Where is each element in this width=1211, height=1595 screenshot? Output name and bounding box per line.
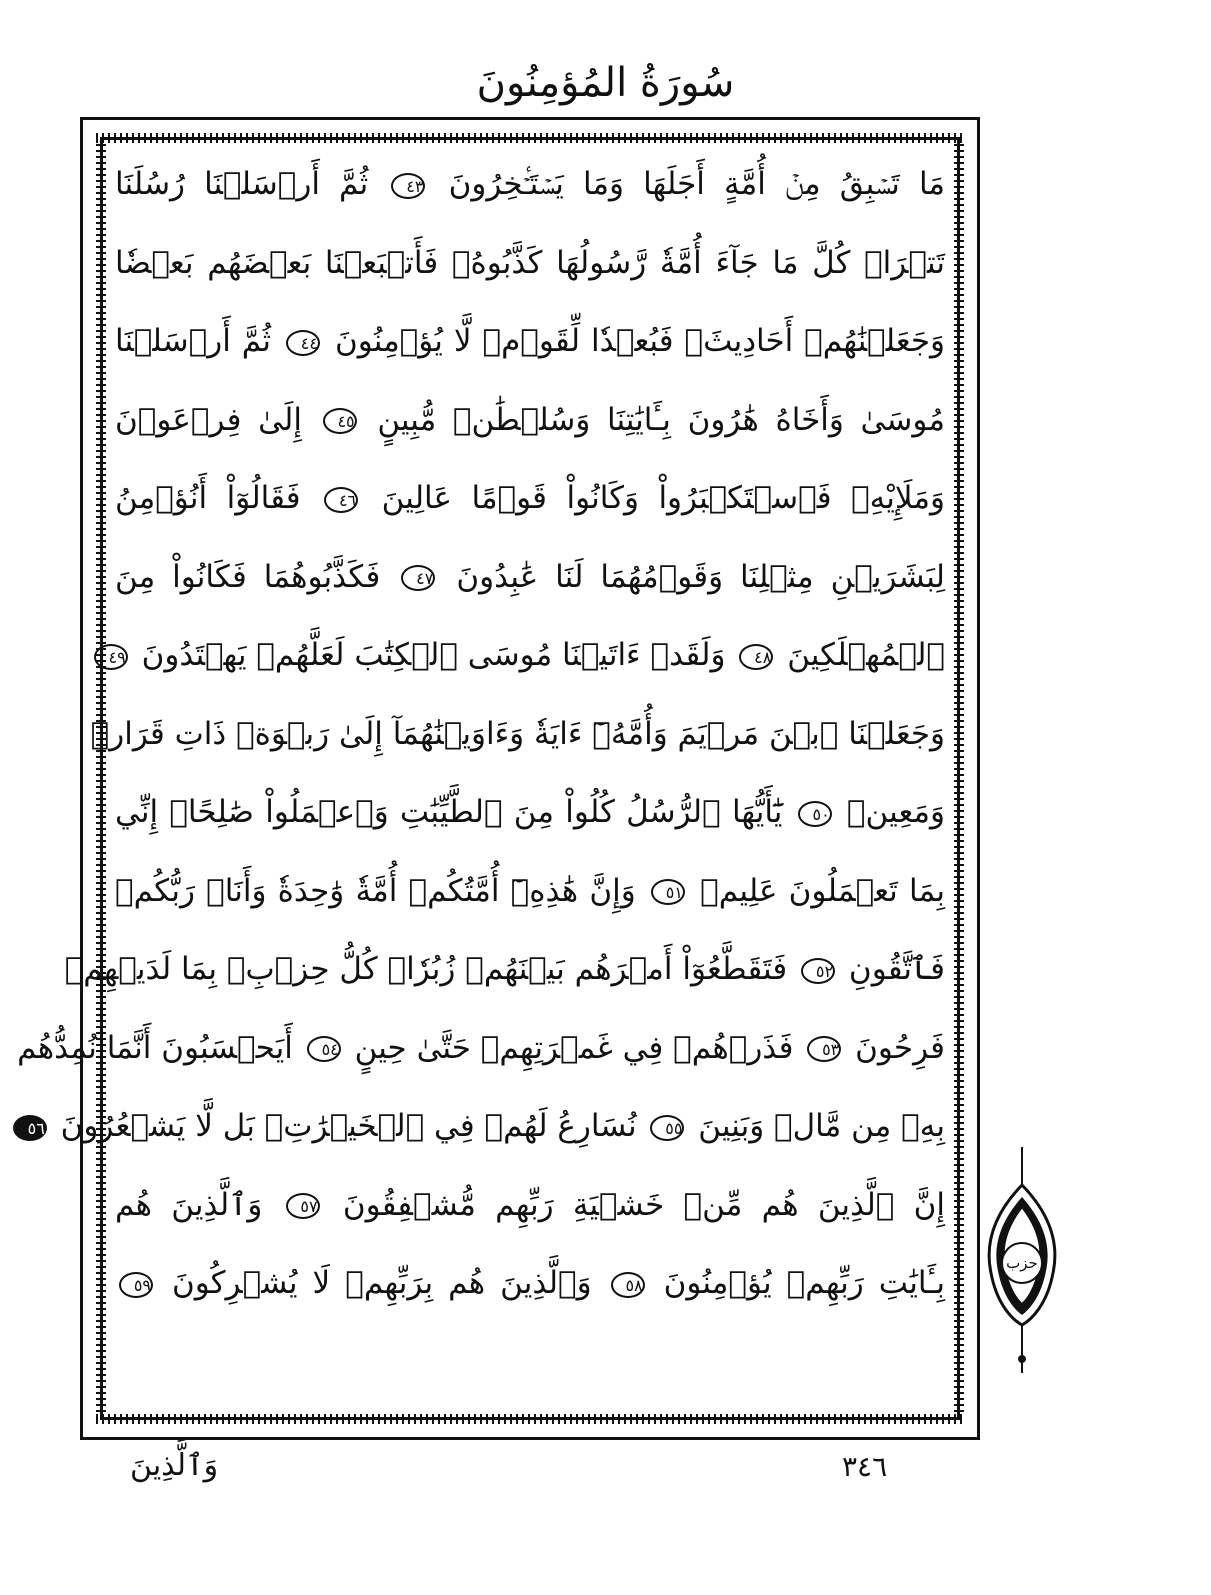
surah-title: سُورَةُ المُؤمِنُونَ [476, 60, 735, 106]
text-line-7 [108, 616, 945, 695]
text-line-11 [64, 930, 945, 1009]
ayah-number-marker: ٥٥ [650, 1115, 684, 1141]
text-line-4 [115, 381, 945, 460]
text-line-15 [115, 1244, 945, 1323]
verse-text: بِـَٔايَٰتِ رَبِّهِمۡ يُؤۡمِنُونَ [663, 1265, 945, 1301]
text-line-9 [115, 773, 945, 852]
verse-text: بِهِۦ مِن مَّالٖ وَبَنِينَ [698, 1108, 945, 1144]
ayah-number-marker: ٥٨ [611, 1272, 645, 1298]
ayah-number-marker: ٤٨ [739, 644, 773, 670]
verse-text: وَمَعِينٖ [846, 794, 945, 830]
verse-text: نُسَارِعُ لَهُمۡ فِي ٱلۡخَيۡرَٰتِۚ بَل لَّا يَشۡعُرُونَ [60, 1108, 637, 1144]
verse-text: فَٱتَّقُونِ [848, 951, 945, 987]
ayah-number-marker: ٤٧ [401, 565, 435, 591]
verse-text: وَمَلَإِيْهِۦ فَٱسۡتَكۡبَرُواْ وَكَانُواْ قَوۡمًا عَالِينَ [381, 480, 945, 516]
text-line-2 [115, 224, 945, 303]
verse-text: وَٱلَّذِينَ هُم بِرَبِّهِمۡ لَا يُشۡرِكُونَ [172, 1265, 592, 1301]
quran-text-block [17, 145, 946, 1395]
verse-text: يَٰٓأَيُّهَا ٱلرُّسُلُ كُلُواْ مِنَ ٱلطَّيِّبَٰتِ وَٱعۡمَلُواْ صَٰلِحًاۖ إِنِّي [115, 794, 783, 830]
ayah-number-marker-highlighted: ٥٦ [13, 1115, 47, 1141]
verse-text: فَذَرۡهُمۡ فِي غَمۡرَتِهِمۡ حَتَّىٰ حِينٍ [354, 1029, 794, 1066]
text-line-13 [27, 1087, 945, 1166]
verse-text: وَلَقَدۡ ءَاتَيۡنَا مُوسَى ٱلۡكِتَٰبَ لَعَلَّهُمۡ يَهۡتَدُونَ [141, 637, 726, 673]
ayah-number-marker: ٥٠ [798, 801, 832, 827]
verse-text: مَا تَسۡبِقُ مِنۡ أُمَّةٍ أَجَلَهَا وَمَا يَسۡتَـٔۡخِرُونَ [448, 166, 946, 202]
text-line-6 [115, 538, 945, 617]
verse-text: فَقَالُوٓاْ أَنُؤۡمِنُ [115, 480, 301, 516]
verse-text: فَتَقَطَّعُوٓاْ أَمۡرَهُم بَيۡنَهُمۡ زُبُرٗاۖ كُلُّ حِزۡبِۭ بِمَا لَدَيۡهِمۡ [64, 951, 788, 987]
ayah-number-marker: ٤٤ [286, 330, 320, 356]
text-line-12 [17, 1009, 945, 1088]
verse-text: تَتۡرَاۖ كُلَّ مَا جَآءَ أُمَّةٗ رَّسُولُهَا كَذَّبُوهُۖ فَأَتۡبَعۡنَا بَعۡضَهُم بَعۡضٗا [115, 244, 945, 281]
ayah-number-marker: ٤٦ [324, 487, 358, 513]
ayah-number-marker: ٥٣ [807, 1036, 841, 1062]
ayah-number-marker: ٥٩ [119, 1272, 153, 1298]
ayah-number-marker: ٥٤ [307, 1036, 341, 1062]
verse-text: وَٱلَّذِينَ هُم [115, 1186, 263, 1223]
verse-text: إِلَىٰ فِرۡعَوۡنَ [115, 401, 302, 438]
ayah-number-marker: ٤٥ [323, 408, 357, 434]
ayah-number-marker: ٥١ [651, 879, 685, 905]
verse-text: بِمَا تَعۡمَلُونَ عَلِيمٞ [700, 872, 946, 909]
ayah-number-marker: ٥٢ [801, 958, 835, 984]
verse-text: وَجَعَلۡنَا ٱبۡنَ مَرۡيَمَ وَأُمَّهُۥٓ ءَايَةٗ وَءَاوَيۡنَٰهُمَآ إِلَىٰ رَبۡوَةٖ ذَاتِ قَرَارٖ [90, 715, 945, 752]
catchword: وَٱلَّذِينَ [130, 1448, 219, 1483]
verse-text: لِبَشَرَيۡنِ مِثۡلِنَا وَقَوۡمُهُمَا لَنَا عَٰبِدُونَ [456, 558, 946, 595]
verse-text: ٱلۡمُهۡلَكِينَ [787, 637, 945, 673]
verse-text: إِنَّ ٱلَّذِينَ هُم مِّنۡ خَشۡيَةِ رَبِّهِم مُّشۡفِقُونَ [342, 1186, 945, 1223]
text-line-10 [115, 852, 945, 931]
verse-text: أَيَحۡسَبُونَ أَنَّمَا نُمِدُّهُم [17, 1029, 293, 1066]
ayah-number-marker: ٤٣ [391, 173, 425, 199]
text-line-14 [115, 1166, 945, 1245]
ayah-number-marker: ٤٩ [94, 644, 128, 670]
text-line-1 [115, 145, 945, 224]
verse-text: ثُمَّ أَرۡسَلۡنَا [115, 323, 272, 359]
verse-text: وَإِنَّ هَٰذِهِۦٓ أُمَّتُكُمۡ أُمَّةٗ وَٰحِدَةٗ وَأَنَا۠ رَبُّكُمۡ [115, 872, 636, 909]
verse-text: فَرِحُونَ [855, 1029, 945, 1066]
text-line-8 [90, 695, 945, 774]
hizb-label: حزب [1006, 1254, 1038, 1272]
verse-text: وَجَعَلۡنَٰهُمۡ أَحَادِيثَۚ فَبُعۡدٗا لِّقَوۡمٖ لَّا يُؤۡمِنُونَ [334, 323, 945, 359]
text-line-5 [115, 459, 945, 538]
verse-text: فَكَذَّبُوهُمَا فَكَانُواْ مِنَ [115, 558, 381, 595]
verse-text: ثُمَّ أَرۡسَلۡنَا رُسُلَنَا [115, 166, 369, 202]
ayah-number-marker: ٥٧ [286, 1193, 320, 1219]
page-number: ٣٤٦ [842, 1450, 888, 1483]
verse-text: مُوسَىٰ وَأَخَاهُ هَٰرُونَ بِـَٔايَٰتِنَا وَسُلۡطَٰنٖ مُّبِينٍ [377, 401, 945, 438]
text-line-3 [115, 302, 945, 381]
